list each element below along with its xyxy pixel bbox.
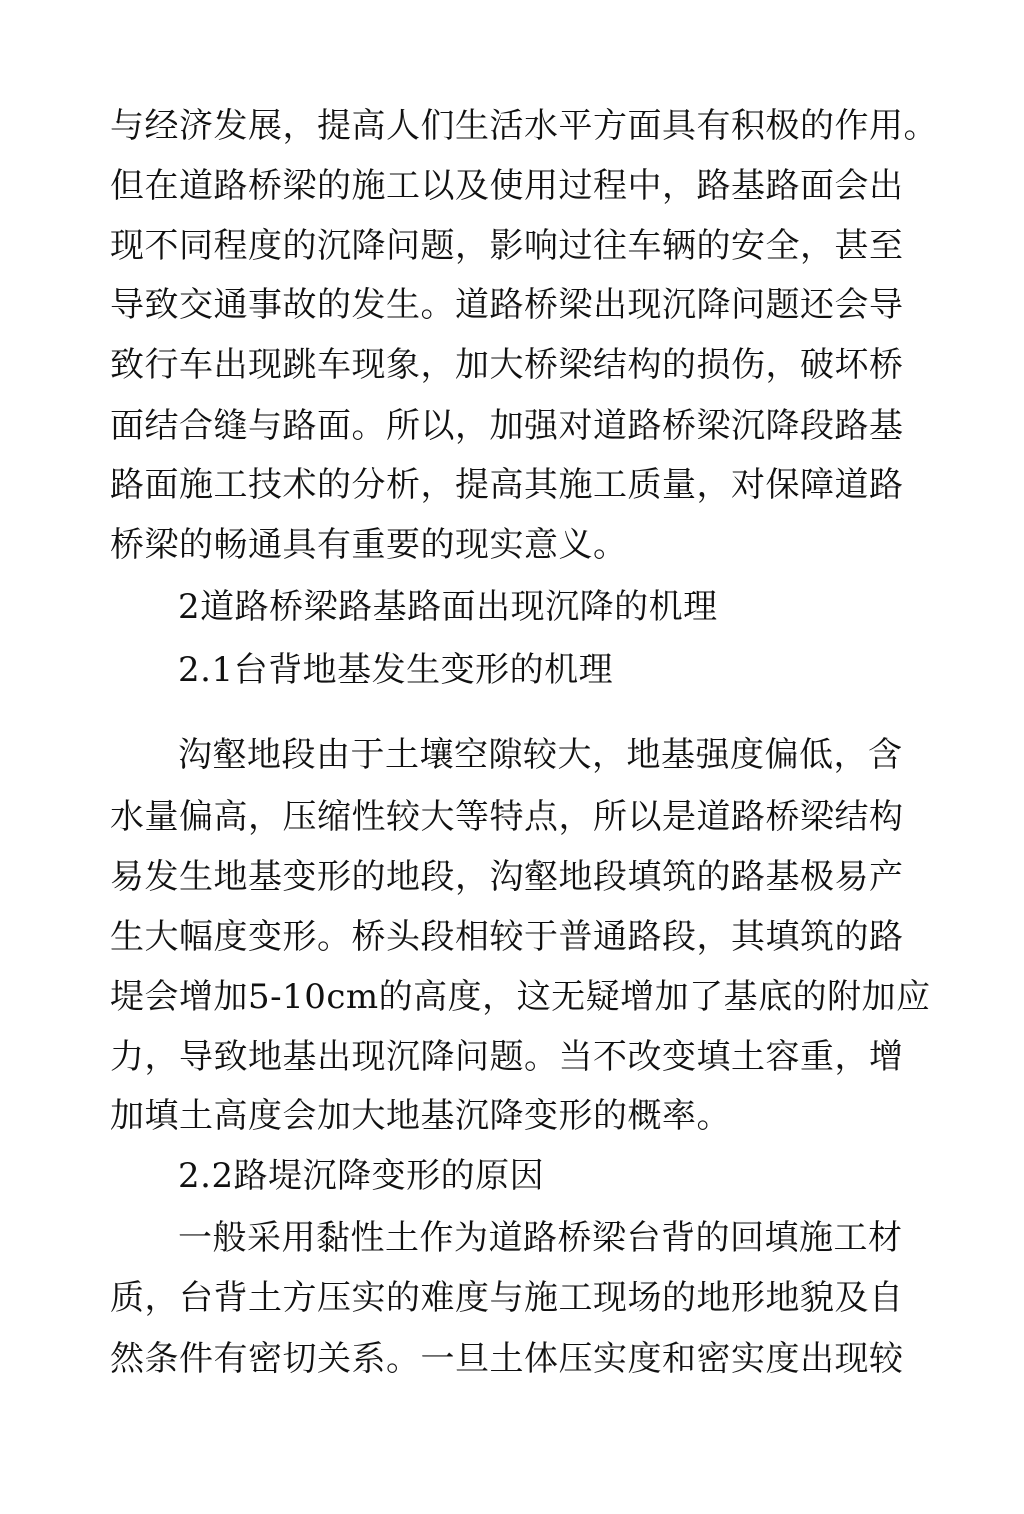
text-line: 面结合缝与路面。所以，加强对道路桥梁沉降段路基 xyxy=(110,406,904,446)
text-line: 致行车出现跳车现象，加大桥梁结构的损伤，破坏桥 xyxy=(110,345,904,385)
text-line: 桥梁的畅通具有重要的现实意义。 xyxy=(110,525,628,565)
section-heading-2: 2道路桥梁路基路面出现沉降的机理 xyxy=(178,587,718,627)
section-heading-2-2: 2.2路堤沉降变形的原因 xyxy=(178,1156,545,1196)
text-line: 生大幅度变形。桥头段相较于普通路段，其填筑的路 xyxy=(110,917,904,957)
text-line: 然条件有密切关系。一旦土体压实度和密实度出现较 xyxy=(110,1339,904,1379)
text-line: 但在道路桥梁的施工以及使用过程中，路基路面会出 xyxy=(110,166,904,206)
text-line: 力，导致地基出现沉降问题。当不改变填土容重，增 xyxy=(110,1037,904,1077)
section-heading-2-1: 2.1台背地基发生变形的机理 xyxy=(178,650,614,690)
text-line: 质，台背土方压实的难度与施工现场的地形地貌及自 xyxy=(110,1278,904,1318)
text-line: 沟壑地段由于土壤空隙较大，地基强度偏低，含 xyxy=(178,735,903,775)
text-line: 与经济发展，提高人们生活水平方面具有积极的作用。 xyxy=(110,106,938,146)
text-line: 导致交通事故的发生。道路桥梁出现沉降问题还会导 xyxy=(110,285,904,325)
text-line: 一般采用黏性土作为道路桥梁台背的回填施工材 xyxy=(178,1218,903,1258)
text-line: 水量偏高，压缩性较大等特点，所以是道路桥梁结构 xyxy=(110,797,904,837)
text-line: 加填土高度会加大地基沉降变形的概率。 xyxy=(110,1096,731,1136)
text-line: 堤会增加5-10cm的高度，这无疑增加了基底的附加应 xyxy=(110,977,931,1017)
text-line: 易发生地基变形的地段，沟壑地段填筑的路基极易产 xyxy=(110,857,904,897)
text-line: 路面施工技术的分析，提高其施工质量，对保障道路 xyxy=(110,465,904,505)
text-line: 现不同程度的沉降问题，影响过往车辆的安全，甚至 xyxy=(110,226,904,266)
